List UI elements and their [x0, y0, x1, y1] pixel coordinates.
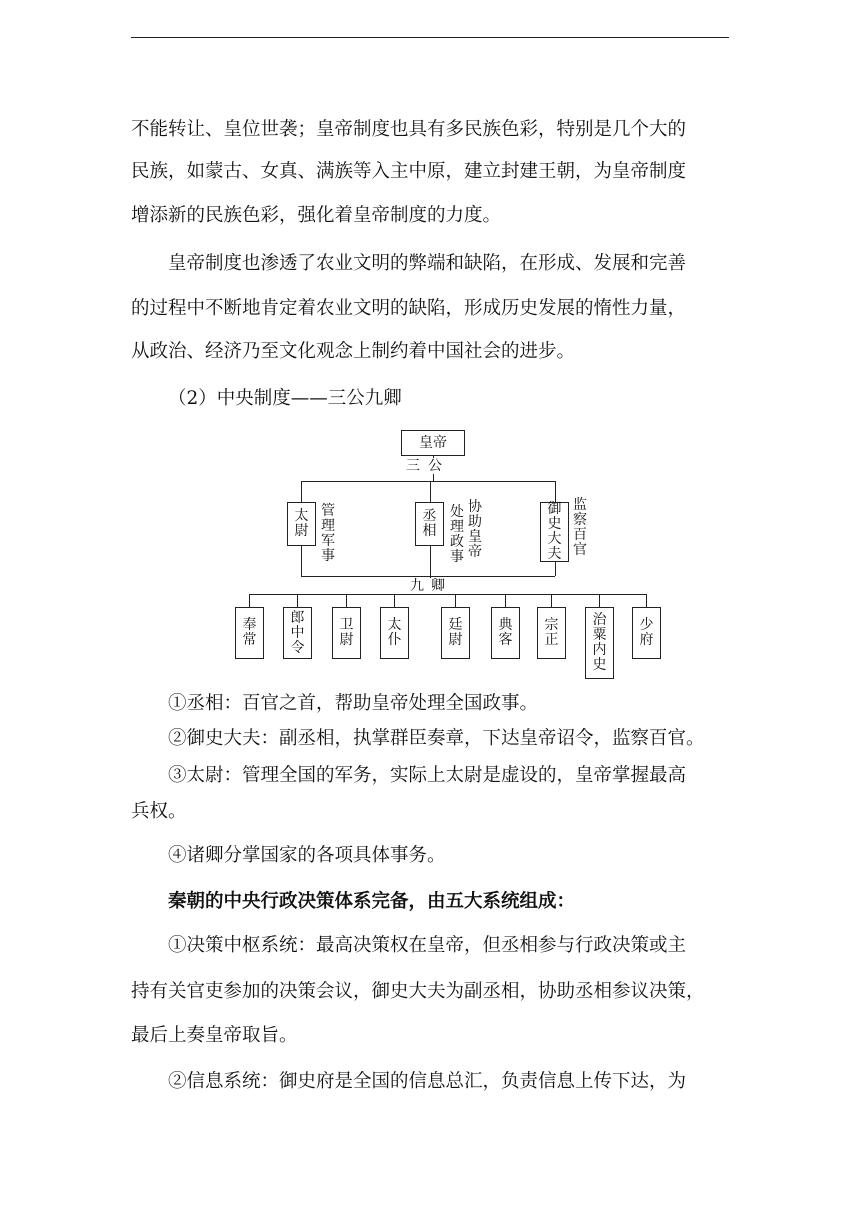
jiuqing-box: 廷尉: [441, 607, 470, 659]
system-line: ②信息系统：御史府是全国的信息总汇，负责信息上传下达，为: [168, 1071, 687, 1092]
jiuqing-box: 郎中令: [283, 607, 312, 659]
chengxiang-box: 丞相: [415, 502, 444, 546]
system-line: 最后上奏皇帝取旨。: [131, 1025, 298, 1046]
header-rule: [131, 37, 729, 38]
jiuqing-box: 太仆: [380, 607, 409, 659]
note-line: ②御史大夫：副丞相，执掌群臣奏章，下达皇帝诏令，监察百官。: [168, 728, 705, 749]
jiuqing-box: 治粟内史: [585, 607, 614, 679]
jiuqing-box: 奉常: [235, 607, 264, 659]
taiwei-box: 太尉: [287, 502, 316, 546]
paragraph-line: 皇帝制度也渗透了农业文明的弊端和缺陷，在形成、发展和完善: [168, 253, 687, 274]
paragraph-line: 从政治、经济乃至文化观念上制约着中国社会的进步。: [131, 341, 576, 362]
system-line: 持有关官吏参加的决策会议，御史大夫为副丞相，协助丞相参议决策，: [131, 981, 705, 1002]
note-line: ③太尉：管理全国的军务，实际上太尉是虚设的，皇帝掌握最高: [168, 765, 687, 786]
yushidafu-box: 御史大夫: [540, 502, 569, 562]
section-heading: 秦朝的中央行政决策体系完备，由五大系统组成：: [168, 891, 576, 912]
jiuqing-label: 九卿: [410, 578, 452, 594]
note-line: ①丞相：百官之首，帮助皇帝处理全国政事。: [168, 693, 539, 714]
chengxiang-duty-1: 处理政事: [450, 504, 464, 565]
taiwei-duty: 管理军事: [321, 503, 335, 564]
section-title: （2）中央制度——三公九卿: [168, 388, 402, 409]
paragraph-line: 的过程中不断地肯定着农业文明的缺陷，形成历史发展的惰性力量，: [131, 298, 687, 319]
jiuqing-box: 宗正: [537, 607, 566, 659]
jiuqing-box: 卫尉: [332, 607, 361, 659]
paragraph-line: 不能转让、皇位世袭；皇帝制度也具有多民族色彩，特别是几个大的: [131, 119, 687, 140]
jiuqing-box: 典客: [491, 607, 520, 659]
emperor-box: 皇帝: [401, 430, 465, 456]
chengxiang-duty-2: 协助皇帝: [468, 499, 482, 560]
note-line: 兵权。: [131, 801, 187, 822]
yushidafu-duty: 监察百官: [573, 497, 587, 558]
paragraph-line: 增添新的民族色彩，强化着皇帝制度的力度。: [131, 205, 502, 226]
jiuqing-box: 少府: [632, 607, 661, 659]
note-line: ④诸卿分掌国家的各项具体事务。: [168, 845, 446, 866]
system-line: ①决策中枢系统：最高决策权在皇帝，但丞相参与行政决策或主: [168, 935, 687, 956]
sangong-label: 三公: [406, 458, 450, 474]
paragraph-line: 民族，如蒙古、女真、满族等入主中原，建立封建王朝，为皇帝制度: [131, 161, 687, 182]
